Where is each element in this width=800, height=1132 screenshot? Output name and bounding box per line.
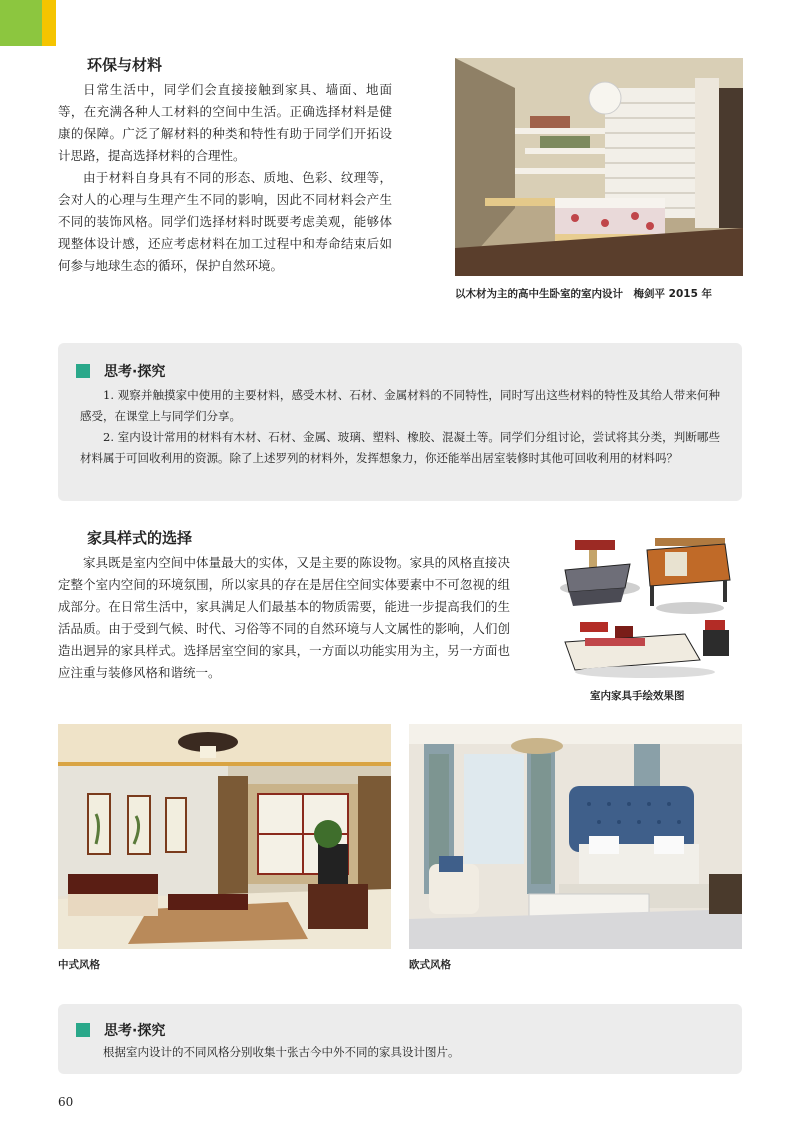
sketch-caption: 室内家具手绘效果图 [590,690,685,702]
european-style-caption: 欧式风格 [409,959,451,971]
chinese-style-caption: 中式风格 [58,959,100,971]
chinese-style-photo [58,724,391,949]
think-explore-header [76,1020,165,1040]
square-bullet-icon [76,364,90,378]
bedroom-photo [455,58,743,276]
section-body-furniture [58,552,510,684]
think-item: 2. 室内设计常用的材料有木材、石材、金属、玻璃、塑料、橡胶、混凝土等。同学们分组讨论，尝试将其分类，判断哪些材料属于可回收利用的资源。除了上述罗列的材料外，发挥想象力，你还能举出居室装修时其他可回收利用的材料吗？ [80,430,720,465]
think-explore-header [76,361,165,381]
think-explore-title: 思考·探究 [104,364,166,380]
european-style-photo [409,724,742,949]
think-explore-box-1 [58,343,742,501]
paragraph: 家具既是室内空间中体量最大的实体，又是主要的陈设物。家具的风格直接决定整个室内空间的环境氛围，所以家具的存在是居住空间实体要素中不可忽视的组成部分。在日常生活中，家具满足人们最基本的物质需要，能进一步提高我们的生活品质。由于受到气候、时代、习俗等不同的自然环境与人文属性的影响，人们创造出迥异的家具样式。选择居室空间的家具，一方面以功能实用为主，另一方面也应注重与装修风格和谐统一。 [58,555,510,680]
section-body-materials [58,79,392,277]
bedroom-photo-caption: 以木材为主的高中生卧室的室内设计 梅剑平 2015 年 [455,288,713,300]
furniture-sketch-image [555,530,742,680]
corner-tab-green [0,0,42,46]
think-explore-box-2 [58,1004,742,1074]
think-explore-body [80,385,720,469]
square-bullet-icon [76,1023,90,1037]
think-item: 1. 观察并触摸家中使用的主要材料，感受木材、石材、金属材料的不同特性，同时写出这些材料的特性及其给人带来何种感受，在课堂上与同学们分享。 [80,388,720,423]
think-explore-body [80,1042,720,1063]
page-number: 60 [58,1095,74,1109]
corner-tab-yellow [42,0,56,46]
paragraph: 日常生活中，同学们会直接接触到家具、墙面、地面等，在充满各种人工材料的空间中生活。正确选择材料是健康的保障。广泛了解材料的种类和特性有助于同学们开拓设计思路，提高选择材料的合理性。 [58,82,392,163]
section-title-furniture: 家具样式的选择 [87,529,193,547]
paragraph: 由于材料自身具有不同的形态、质地、色彩、纹理等，会对人的心理与生理产生不同的影响，因此不同材料会产生不同的装饰风格。同学们选择材料时既要考虑美观，能够体现整体设计感，还应考虑材料在加工过程中和寿命结束后如何参与地球生态的循环，保护自然环境。 [58,170,392,273]
section-title-materials: 环保与材料 [87,56,163,74]
think-explore-title: 思考·探究 [104,1023,166,1039]
think-item: 根据室内设计的不同风格分别收集十张古今中外不同的家具设计图片。 [103,1045,460,1059]
